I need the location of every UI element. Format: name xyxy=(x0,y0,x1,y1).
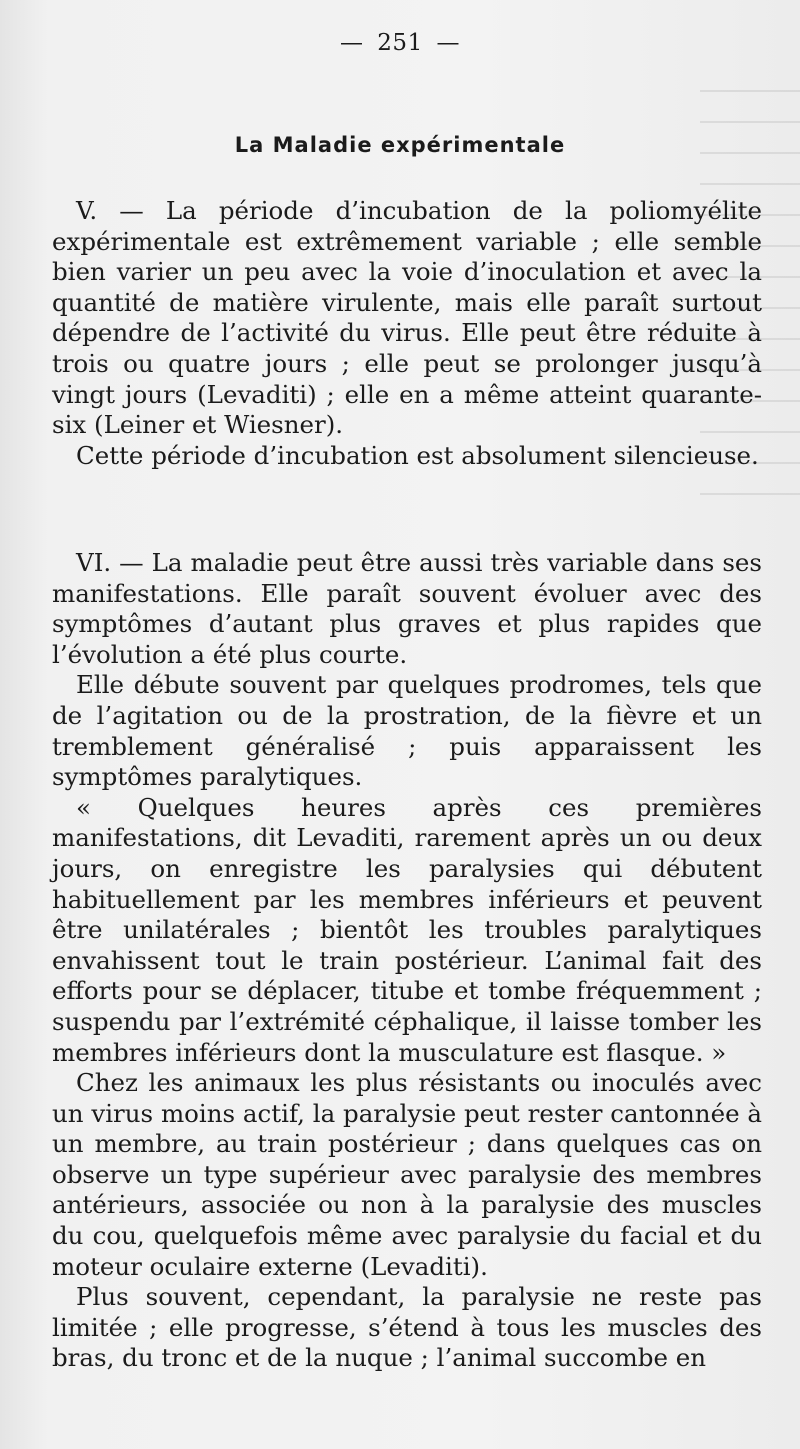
section-vi-paragraph-4: Chez les animaux les plus résistants ou inoculés avec un virus moins actif, la paralysie peut rester cantonnée à un membre, au train postérieur ; dans quelques cas on observe un type supérieur avec paralysie des membres antérieurs, associée ou non à la paralysie des muscles du cou, quelquefois même avec paralysie du facial et du moteur oculaire externe (Levaditi). xyxy=(52,1068,762,1281)
section-vi xyxy=(52,548,762,1374)
section-vi-paragraph-1: VI. — La maladie peut être aussi très variable dans ses manifestations. Elle paraît souvent évoluer avec des symptômes d’autant plus graves et plus rapides que l’évolution a été plus courte. xyxy=(52,548,762,669)
section-v-paragraph-2: Cette période d’incubation est absolument silencieuse. xyxy=(76,440,759,470)
section-vi-paragraph-2: Elle débute souvent par quelques prodromes, tels que de l’agitation ou de la prostration, de la fièvre et un tremblement généralisé ; puis apparaissent les symptômes paralytiques. xyxy=(52,670,762,792)
section-v xyxy=(52,196,762,471)
section-vi-quote-paragraph: « Quelques heures après ces premières manifestations, dit Levaditi, rarement après un ou deux jours, on enregistre les paralysies qui débutent habituellement par les membres inférieurs et peuvent être unilatérales ; bientôt les troubles paralytiques envahissent tout le train postérieur. L’animal fait des efforts pour se déplacer, titube et tombe fréquemment ; suspendu par l’extrémité céphalique, il laisse tomber les membres inférieurs dont la musculature est flasque. » xyxy=(52,792,762,1067)
page-number-dash-right: — xyxy=(436,30,461,56)
page-number-value: 251 xyxy=(377,30,423,56)
section-vi-paragraph-5: Plus souvent, cependant, la paralysie ne reste pas limitée ; elle progresse, s’étend à tous les muscles des bras, du tronc et de la nuque ; l’animal succombe en xyxy=(52,1282,762,1373)
section-v-paragraph-1: V. — La période d’incubation de la poliomyélite expérimentale est extrêmement variable ; elle semble bien varier un peu avec la voie d’inoculation et avec la quantité de matière virulente, mais elle paraît surtout dépendre de l’activité du virus. Elle peut être réduite à trois ou quatre jours ; elle peut se prolonger jusqu’à vingt jours (Levaditi) ; elle en a même atteint quarante-six (Leiner et Wiesner). xyxy=(52,196,762,440)
page-number-dash-left: — xyxy=(339,30,364,56)
section-title: La Maladie expérimentale xyxy=(234,133,566,157)
page-number xyxy=(0,30,800,56)
